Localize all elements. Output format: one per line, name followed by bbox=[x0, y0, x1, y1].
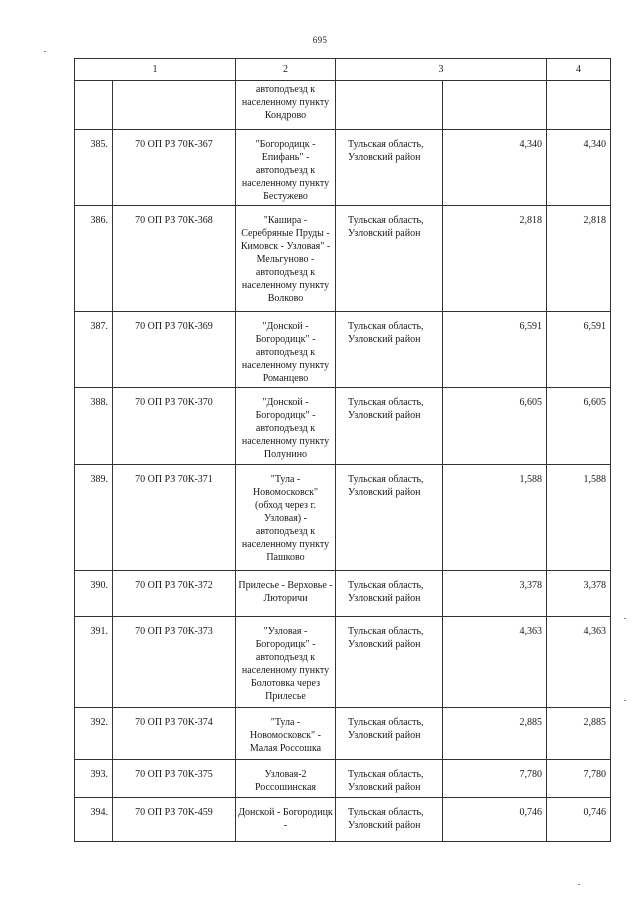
road-region: Тульская область, Узловский район bbox=[336, 388, 443, 465]
road-total: 4,340 bbox=[547, 130, 611, 206]
road-length: 6,591 bbox=[443, 312, 547, 388]
road-code: 70 ОП РЗ 70К-374 bbox=[113, 708, 236, 760]
cont-code-cell bbox=[113, 81, 236, 130]
road-name: Узловая-2 Россошинская bbox=[236, 760, 336, 798]
row-number: 392. bbox=[75, 708, 113, 760]
road-code: 70 ОП РЗ 70К-459 bbox=[113, 798, 236, 842]
road-length: 4,340 bbox=[443, 130, 547, 206]
row-number: 393. bbox=[75, 760, 113, 798]
cont-name-cell: автоподъезд к населенному пункту Кондрово bbox=[236, 81, 336, 130]
road-name: "Тула - Новомосковск" (обход через г. Узловая) - автоподъезд к населенному пункту Пашково bbox=[236, 465, 336, 571]
road-total: 1,588 bbox=[547, 465, 611, 571]
road-region: Тульская область, Узловский район bbox=[336, 465, 443, 571]
table-header-row bbox=[75, 59, 611, 81]
row-number: 386. bbox=[75, 206, 113, 312]
table-row bbox=[75, 465, 611, 571]
scan-speck bbox=[624, 700, 626, 701]
header-col-3: 3 bbox=[336, 59, 547, 81]
road-length: 1,588 bbox=[443, 465, 547, 571]
road-region: Тульская область, Узловский район bbox=[336, 798, 443, 842]
road-name: "Узловая - Богородицк" - автоподъезд к населенному пункту Болотовка через Прилесье bbox=[236, 617, 336, 708]
road-length: 7,780 bbox=[443, 760, 547, 798]
row-number: 389. bbox=[75, 465, 113, 571]
road-length: 2,818 bbox=[443, 206, 547, 312]
road-code: 70 ОП РЗ 70К-368 bbox=[113, 206, 236, 312]
table-row bbox=[75, 571, 611, 617]
row-number: 388. bbox=[75, 388, 113, 465]
continuation-row bbox=[75, 81, 611, 130]
road-total: 3,378 bbox=[547, 571, 611, 617]
table-row bbox=[75, 206, 611, 312]
scan-speck bbox=[578, 884, 580, 885]
road-total: 7,780 bbox=[547, 760, 611, 798]
road-name: "Донской - Богородицк" - автоподъезд к населенному пункту Романцево bbox=[236, 312, 336, 388]
road-total: 6,605 bbox=[547, 388, 611, 465]
road-code: 70 ОП РЗ 70К-367 bbox=[113, 130, 236, 206]
table-row bbox=[75, 312, 611, 388]
road-region: Тульская область, Узловский район bbox=[336, 708, 443, 760]
road-length: 0,746 bbox=[443, 798, 547, 842]
road-code: 70 ОП РЗ 70К-372 bbox=[113, 571, 236, 617]
cont-num-cell bbox=[75, 81, 113, 130]
road-total: 4,363 bbox=[547, 617, 611, 708]
table-row bbox=[75, 617, 611, 708]
road-region: Тульская область, Узловский район bbox=[336, 130, 443, 206]
road-length: 2,885 bbox=[443, 708, 547, 760]
road-total: 6,591 bbox=[547, 312, 611, 388]
road-length: 3,378 bbox=[443, 571, 547, 617]
road-region: Тульская область, Узловский район bbox=[336, 312, 443, 388]
road-length: 6,605 bbox=[443, 388, 547, 465]
road-code: 70 ОП РЗ 70К-375 bbox=[113, 760, 236, 798]
road-total: 2,818 bbox=[547, 206, 611, 312]
cont-length-cell bbox=[443, 81, 547, 130]
row-number: 387. bbox=[75, 312, 113, 388]
road-name: "Тула - Новомосковск" - Малая Россошка bbox=[236, 708, 336, 760]
road-total: 0,746 bbox=[547, 798, 611, 842]
table-row bbox=[75, 130, 611, 206]
table-row bbox=[75, 708, 611, 760]
cont-region-cell bbox=[336, 81, 443, 130]
scan-speck bbox=[624, 618, 626, 619]
road-region: Тульская область, Узловский район bbox=[336, 617, 443, 708]
row-number: 385. bbox=[75, 130, 113, 206]
road-code: 70 ОП РЗ 70К-369 bbox=[113, 312, 236, 388]
header-col-2: 2 bbox=[236, 59, 336, 81]
road-name: "Богородицк - Епифань" - автоподъезд к населенному пункту Бестужево bbox=[236, 130, 336, 206]
road-name: "Кашира - Серебряные Пруды - Кимовск - Узловая" - Мельгуново - автоподъезд к населенному пункту Волково bbox=[236, 206, 336, 312]
road-region: Тульская область, Узловский район bbox=[336, 206, 443, 312]
page-number: 695 bbox=[312, 35, 328, 45]
table-row bbox=[75, 760, 611, 798]
header-col-1: 1 bbox=[75, 59, 236, 81]
road-code: 70 ОП РЗ 70К-371 bbox=[113, 465, 236, 571]
table-row bbox=[75, 798, 611, 842]
road-name: "Донской - Богородицк" - автоподъезд к населенному пункту Полунино bbox=[236, 388, 336, 465]
road-length: 4,363 bbox=[443, 617, 547, 708]
header-col-4: 4 bbox=[547, 59, 611, 81]
road-region: Тульская область, Узловский район bbox=[336, 760, 443, 798]
cont-total-cell bbox=[547, 81, 611, 130]
road-code: 70 ОП РЗ 70К-370 bbox=[113, 388, 236, 465]
road-code: 70 ОП РЗ 70К-373 bbox=[113, 617, 236, 708]
scan-speck bbox=[44, 51, 46, 52]
road-name: Донской - Богородицк - bbox=[236, 798, 336, 842]
row-number: 390. bbox=[75, 571, 113, 617]
road-register-table bbox=[74, 58, 611, 842]
row-number: 391. bbox=[75, 617, 113, 708]
row-number: 394. bbox=[75, 798, 113, 842]
table-row bbox=[75, 388, 611, 465]
road-name: Прилесье - Верховье - Люторичи bbox=[236, 571, 336, 617]
road-region: Тульская область, Узловский район bbox=[336, 571, 443, 617]
road-total: 2,885 bbox=[547, 708, 611, 760]
